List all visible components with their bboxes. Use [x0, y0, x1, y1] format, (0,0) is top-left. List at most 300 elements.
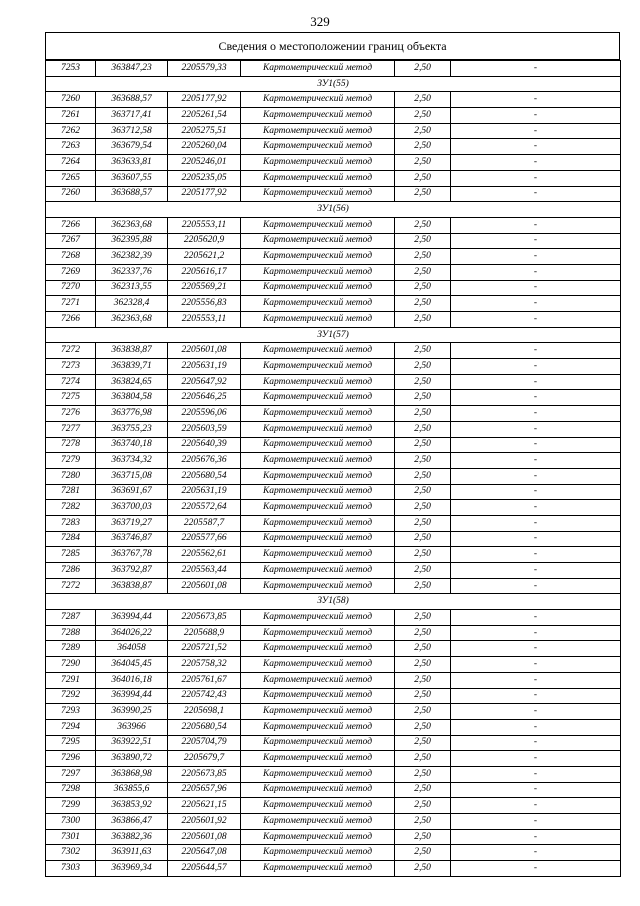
- table-row: [46, 578, 621, 594]
- note-cell: -: [451, 155, 621, 171]
- point-number-cell: 7269: [46, 264, 96, 280]
- y-coordinate-cell: 2205679,7: [168, 751, 241, 767]
- note-cell: -: [451, 531, 621, 547]
- table-row: [46, 719, 621, 735]
- table-row: [46, 108, 621, 124]
- method-cell: Картометрический метод: [241, 735, 395, 751]
- y-coordinate-cell: 2205275,51: [168, 123, 241, 139]
- group-label: ЗУ1(57): [46, 327, 621, 343]
- point-number-cell: 7296: [46, 751, 96, 767]
- y-coordinate-cell: 2205579,33: [168, 61, 241, 77]
- point-number-cell: 7287: [46, 610, 96, 626]
- note-cell: -: [451, 406, 621, 422]
- note-cell: -: [451, 170, 621, 186]
- table-row: [46, 92, 621, 108]
- y-coordinate-cell: 2205680,54: [168, 468, 241, 484]
- accuracy-cell: 2,50: [395, 217, 451, 233]
- accuracy-cell: 2,50: [395, 672, 451, 688]
- note-cell: -: [451, 641, 621, 657]
- method-cell: Картометрический метод: [241, 563, 395, 579]
- method-cell: Картометрический метод: [241, 657, 395, 673]
- point-number-cell: 7275: [46, 390, 96, 406]
- table-row: [46, 625, 621, 641]
- note-cell: -: [451, 578, 621, 594]
- method-cell: Картометрический метод: [241, 312, 395, 328]
- y-coordinate-cell: 2205246,01: [168, 155, 241, 171]
- table-row: [46, 421, 621, 437]
- point-number-cell: 7278: [46, 437, 96, 453]
- note-cell: -: [451, 390, 621, 406]
- note-cell: -: [451, 108, 621, 124]
- y-coordinate-cell: 2205673,85: [168, 610, 241, 626]
- table-row: [46, 61, 621, 77]
- method-cell: Картометрический метод: [241, 437, 395, 453]
- table-row: [46, 312, 621, 328]
- accuracy-cell: 2,50: [395, 437, 451, 453]
- x-coordinate-cell: 363688,57: [96, 186, 168, 202]
- method-cell: Картометрический метод: [241, 359, 395, 375]
- accuracy-cell: 2,50: [395, 233, 451, 249]
- note-cell: -: [451, 233, 621, 249]
- point-number-cell: 7302: [46, 845, 96, 861]
- y-coordinate-cell: 2205601,08: [168, 578, 241, 594]
- accuracy-cell: 2,50: [395, 704, 451, 720]
- table-title: Сведения о местоположении границ объекта: [45, 32, 620, 60]
- note-cell: -: [451, 249, 621, 265]
- method-cell: Картометрический метод: [241, 641, 395, 657]
- note-cell: -: [451, 437, 621, 453]
- x-coordinate-cell: 363740,18: [96, 437, 168, 453]
- table-row: [46, 453, 621, 469]
- point-number-cell: 7289: [46, 641, 96, 657]
- x-coordinate-cell: 363688,57: [96, 92, 168, 108]
- point-number-cell: 7298: [46, 782, 96, 798]
- group-header-row: [46, 76, 621, 92]
- table-row: [46, 782, 621, 798]
- point-number-cell: 7282: [46, 500, 96, 516]
- y-coordinate-cell: 2205698,1: [168, 704, 241, 720]
- x-coordinate-cell: 362313,55: [96, 280, 168, 296]
- x-coordinate-cell: 363712,58: [96, 123, 168, 139]
- note-cell: -: [451, 610, 621, 626]
- table-row: [46, 484, 621, 500]
- accuracy-cell: 2,50: [395, 123, 451, 139]
- note-cell: -: [451, 359, 621, 375]
- table-row: [46, 547, 621, 563]
- x-coordinate-cell: 363847,23: [96, 61, 168, 77]
- table-row: [46, 374, 621, 390]
- x-coordinate-cell: 363866,47: [96, 814, 168, 830]
- method-cell: Картометрический метод: [241, 766, 395, 782]
- table-row: [46, 735, 621, 751]
- x-coordinate-cell: 363679,54: [96, 139, 168, 155]
- point-number-cell: 7276: [46, 406, 96, 422]
- y-coordinate-cell: 2205631,19: [168, 359, 241, 375]
- accuracy-cell: 2,50: [395, 359, 451, 375]
- x-coordinate-cell: 362382,39: [96, 249, 168, 265]
- method-cell: Картометрический метод: [241, 610, 395, 626]
- y-coordinate-cell: 2205603,59: [168, 421, 241, 437]
- accuracy-cell: 2,50: [395, 578, 451, 594]
- point-number-cell: 7274: [46, 374, 96, 390]
- y-coordinate-cell: 2205572,64: [168, 500, 241, 516]
- point-number-cell: 7273: [46, 359, 96, 375]
- method-cell: Картометрический метод: [241, 704, 395, 720]
- table-row: [46, 217, 621, 233]
- note-cell: -: [451, 61, 621, 77]
- y-coordinate-cell: 2205601,92: [168, 814, 241, 830]
- accuracy-cell: 2,50: [395, 531, 451, 547]
- note-cell: -: [451, 766, 621, 782]
- y-coordinate-cell: 2205761,67: [168, 672, 241, 688]
- note-cell: -: [451, 672, 621, 688]
- note-cell: -: [451, 563, 621, 579]
- note-cell: -: [451, 484, 621, 500]
- x-coordinate-cell: 363922,51: [96, 735, 168, 751]
- table-row: [46, 861, 621, 877]
- y-coordinate-cell: 2205577,66: [168, 531, 241, 547]
- note-cell: -: [451, 657, 621, 673]
- point-number-cell: 7260: [46, 92, 96, 108]
- accuracy-cell: 2,50: [395, 155, 451, 171]
- y-coordinate-cell: 2205601,08: [168, 829, 241, 845]
- method-cell: Картометрический метод: [241, 829, 395, 845]
- point-number-cell: 7297: [46, 766, 96, 782]
- accuracy-cell: 2,50: [395, 735, 451, 751]
- x-coordinate-cell: 363838,87: [96, 343, 168, 359]
- method-cell: Картометрический метод: [241, 217, 395, 233]
- group-label: ЗУ1(58): [46, 594, 621, 610]
- point-number-cell: 7280: [46, 468, 96, 484]
- accuracy-cell: 2,50: [395, 139, 451, 155]
- method-cell: Картометрический метод: [241, 264, 395, 280]
- x-coordinate-cell: 363838,87: [96, 578, 168, 594]
- accuracy-cell: 2,50: [395, 61, 451, 77]
- point-number-cell: 7279: [46, 453, 96, 469]
- table-row: [46, 688, 621, 704]
- accuracy-cell: 2,50: [395, 782, 451, 798]
- method-cell: Картометрический метод: [241, 688, 395, 704]
- point-number-cell: 7283: [46, 515, 96, 531]
- x-coordinate-cell: 362328,4: [96, 296, 168, 312]
- x-coordinate-cell: 363719,27: [96, 515, 168, 531]
- y-coordinate-cell: 2205721,52: [168, 641, 241, 657]
- method-cell: Картометрический метод: [241, 515, 395, 531]
- y-coordinate-cell: 2205177,92: [168, 186, 241, 202]
- x-coordinate-cell: 363990,25: [96, 704, 168, 720]
- accuracy-cell: 2,50: [395, 798, 451, 814]
- method-cell: Картометрический метод: [241, 421, 395, 437]
- y-coordinate-cell: 2205235,05: [168, 170, 241, 186]
- x-coordinate-cell: 363966: [96, 719, 168, 735]
- y-coordinate-cell: 2205688,9: [168, 625, 241, 641]
- point-number-cell: 7292: [46, 688, 96, 704]
- x-coordinate-cell: 363767,78: [96, 547, 168, 563]
- method-cell: Картометрический метод: [241, 782, 395, 798]
- table-row: [46, 829, 621, 845]
- note-cell: -: [451, 312, 621, 328]
- x-coordinate-cell: 364058: [96, 641, 168, 657]
- note-cell: -: [451, 500, 621, 516]
- method-cell: Картометрический метод: [241, 814, 395, 830]
- method-cell: Картометрический метод: [241, 123, 395, 139]
- note-cell: -: [451, 625, 621, 641]
- table-row: [46, 280, 621, 296]
- x-coordinate-cell: 363994,44: [96, 610, 168, 626]
- x-coordinate-cell: 363607,55: [96, 170, 168, 186]
- point-number-cell: 7267: [46, 233, 96, 249]
- group-label: ЗУ1(56): [46, 202, 621, 218]
- table-row: [46, 233, 621, 249]
- note-cell: -: [451, 861, 621, 877]
- note-cell: -: [451, 719, 621, 735]
- point-number-cell: 7253: [46, 61, 96, 77]
- note-cell: -: [451, 186, 621, 202]
- method-cell: Картометрический метод: [241, 468, 395, 484]
- accuracy-cell: 2,50: [395, 264, 451, 280]
- point-number-cell: 7294: [46, 719, 96, 735]
- method-cell: Картометрический метод: [241, 719, 395, 735]
- accuracy-cell: 2,50: [395, 170, 451, 186]
- method-cell: Картометрический метод: [241, 406, 395, 422]
- x-coordinate-cell: 363633,81: [96, 155, 168, 171]
- table-row: [46, 139, 621, 155]
- point-number-cell: 7265: [46, 170, 96, 186]
- coordinates-table: [45, 60, 621, 877]
- x-coordinate-cell: 363882,36: [96, 829, 168, 845]
- method-cell: Картометрический метод: [241, 484, 395, 500]
- point-number-cell: 7288: [46, 625, 96, 641]
- table-row: [46, 406, 621, 422]
- table-row: [46, 343, 621, 359]
- point-number-cell: 7268: [46, 249, 96, 265]
- table-row: [46, 500, 621, 516]
- note-cell: -: [451, 264, 621, 280]
- point-number-cell: 7262: [46, 123, 96, 139]
- accuracy-cell: 2,50: [395, 186, 451, 202]
- accuracy-cell: 2,50: [395, 515, 451, 531]
- accuracy-cell: 2,50: [395, 688, 451, 704]
- point-number-cell: 7300: [46, 814, 96, 830]
- group-header-row: [46, 202, 621, 218]
- method-cell: Картометрический метод: [241, 672, 395, 688]
- method-cell: Картометрический метод: [241, 751, 395, 767]
- group-header-row: [46, 327, 621, 343]
- point-number-cell: 7263: [46, 139, 96, 155]
- x-coordinate-cell: 363700,03: [96, 500, 168, 516]
- point-number-cell: 7301: [46, 829, 96, 845]
- table-row: [46, 170, 621, 186]
- table-row: [46, 515, 621, 531]
- table-row: [46, 296, 621, 312]
- y-coordinate-cell: 2205631,19: [168, 484, 241, 500]
- note-cell: -: [451, 123, 621, 139]
- method-cell: Картометрический метод: [241, 170, 395, 186]
- method-cell: Картометрический метод: [241, 343, 395, 359]
- accuracy-cell: 2,50: [395, 343, 451, 359]
- y-coordinate-cell: 2205644,57: [168, 861, 241, 877]
- accuracy-cell: 2,50: [395, 861, 451, 877]
- table-row: [46, 155, 621, 171]
- note-cell: -: [451, 139, 621, 155]
- note-cell: -: [451, 814, 621, 830]
- point-number-cell: 7299: [46, 798, 96, 814]
- y-coordinate-cell: 2205587,7: [168, 515, 241, 531]
- y-coordinate-cell: 2205562,61: [168, 547, 241, 563]
- accuracy-cell: 2,50: [395, 296, 451, 312]
- x-coordinate-cell: 363715,08: [96, 468, 168, 484]
- accuracy-cell: 2,50: [395, 829, 451, 845]
- table-row: [46, 359, 621, 375]
- y-coordinate-cell: 2205616,17: [168, 264, 241, 280]
- point-number-cell: 7281: [46, 484, 96, 500]
- point-number-cell: 7285: [46, 547, 96, 563]
- point-number-cell: 7272: [46, 343, 96, 359]
- table-row: [46, 437, 621, 453]
- accuracy-cell: 2,50: [395, 453, 451, 469]
- note-cell: -: [451, 688, 621, 704]
- x-coordinate-cell: 363717,41: [96, 108, 168, 124]
- coordinates-table-body: [46, 61, 621, 877]
- method-cell: Картометрический метод: [241, 233, 395, 249]
- x-coordinate-cell: 362395,88: [96, 233, 168, 249]
- point-number-cell: 7266: [46, 312, 96, 328]
- point-number-cell: 7266: [46, 217, 96, 233]
- note-cell: -: [451, 453, 621, 469]
- note-cell: -: [451, 468, 621, 484]
- note-cell: -: [451, 92, 621, 108]
- note-cell: -: [451, 751, 621, 767]
- y-coordinate-cell: 2205646,25: [168, 390, 241, 406]
- x-coordinate-cell: 363839,71: [96, 359, 168, 375]
- method-cell: Картометрический метод: [241, 92, 395, 108]
- x-coordinate-cell: 363969,34: [96, 861, 168, 877]
- point-number-cell: 7264: [46, 155, 96, 171]
- method-cell: Картометрический метод: [241, 108, 395, 124]
- table-row: [46, 657, 621, 673]
- x-coordinate-cell: 362363,68: [96, 217, 168, 233]
- x-coordinate-cell: 363804,58: [96, 390, 168, 406]
- x-coordinate-cell: 363890,72: [96, 751, 168, 767]
- table-row: [46, 672, 621, 688]
- note-cell: -: [451, 374, 621, 390]
- accuracy-cell: 2,50: [395, 390, 451, 406]
- x-coordinate-cell: 364016,18: [96, 672, 168, 688]
- y-coordinate-cell: 2205647,08: [168, 845, 241, 861]
- accuracy-cell: 2,50: [395, 845, 451, 861]
- y-coordinate-cell: 2205556,83: [168, 296, 241, 312]
- y-coordinate-cell: 2205704,79: [168, 735, 241, 751]
- table-row: [46, 814, 621, 830]
- method-cell: Картометрический метод: [241, 500, 395, 516]
- note-cell: -: [451, 296, 621, 312]
- accuracy-cell: 2,50: [395, 610, 451, 626]
- x-coordinate-cell: 363911,63: [96, 845, 168, 861]
- accuracy-cell: 2,50: [395, 766, 451, 782]
- table-row: [46, 563, 621, 579]
- accuracy-cell: 2,50: [395, 625, 451, 641]
- y-coordinate-cell: 2205553,11: [168, 312, 241, 328]
- x-coordinate-cell: 363855,6: [96, 782, 168, 798]
- method-cell: Картометрический метод: [241, 249, 395, 265]
- group-label: ЗУ1(55): [46, 76, 621, 92]
- table-row: [46, 249, 621, 265]
- x-coordinate-cell: 363824,65: [96, 374, 168, 390]
- x-coordinate-cell: 363868,98: [96, 766, 168, 782]
- note-cell: -: [451, 735, 621, 751]
- y-coordinate-cell: 2205621,15: [168, 798, 241, 814]
- table-row: [46, 641, 621, 657]
- point-number-cell: 7303: [46, 861, 96, 877]
- accuracy-cell: 2,50: [395, 421, 451, 437]
- note-cell: -: [451, 798, 621, 814]
- method-cell: Картометрический метод: [241, 186, 395, 202]
- table-row: [46, 845, 621, 861]
- x-coordinate-cell: 363792,87: [96, 563, 168, 579]
- y-coordinate-cell: 2205758,32: [168, 657, 241, 673]
- y-coordinate-cell: 2205676,36: [168, 453, 241, 469]
- coordinates-document: [45, 32, 620, 877]
- group-header-row: [46, 594, 621, 610]
- method-cell: Картометрический метод: [241, 861, 395, 877]
- point-number-cell: 7260: [46, 186, 96, 202]
- y-coordinate-cell: 2205596,06: [168, 406, 241, 422]
- accuracy-cell: 2,50: [395, 751, 451, 767]
- y-coordinate-cell: 2205647,92: [168, 374, 241, 390]
- y-coordinate-cell: 2205261,54: [168, 108, 241, 124]
- y-coordinate-cell: 2205657,96: [168, 782, 241, 798]
- y-coordinate-cell: 2205177,92: [168, 92, 241, 108]
- table-row: [46, 390, 621, 406]
- accuracy-cell: 2,50: [395, 108, 451, 124]
- table-row: [46, 798, 621, 814]
- method-cell: Картометрический метод: [241, 280, 395, 296]
- note-cell: -: [451, 217, 621, 233]
- method-cell: Картометрический метод: [241, 531, 395, 547]
- method-cell: Картометрический метод: [241, 578, 395, 594]
- accuracy-cell: 2,50: [395, 468, 451, 484]
- table-row: [46, 751, 621, 767]
- x-coordinate-cell: 363755,23: [96, 421, 168, 437]
- point-number-cell: 7277: [46, 421, 96, 437]
- note-cell: -: [451, 421, 621, 437]
- x-coordinate-cell: 362337,76: [96, 264, 168, 280]
- note-cell: -: [451, 845, 621, 861]
- point-number-cell: 7291: [46, 672, 96, 688]
- note-cell: -: [451, 547, 621, 563]
- note-cell: -: [451, 515, 621, 531]
- note-cell: -: [451, 280, 621, 296]
- point-number-cell: 7293: [46, 704, 96, 720]
- accuracy-cell: 2,50: [395, 547, 451, 563]
- y-coordinate-cell: 2205563,44: [168, 563, 241, 579]
- table-row: [46, 264, 621, 280]
- accuracy-cell: 2,50: [395, 406, 451, 422]
- accuracy-cell: 2,50: [395, 484, 451, 500]
- method-cell: Картометрический метод: [241, 61, 395, 77]
- point-number-cell: 7295: [46, 735, 96, 751]
- x-coordinate-cell: 363853,92: [96, 798, 168, 814]
- method-cell: Картометрический метод: [241, 390, 395, 406]
- x-coordinate-cell: 364026,22: [96, 625, 168, 641]
- accuracy-cell: 2,50: [395, 92, 451, 108]
- x-coordinate-cell: 363691,67: [96, 484, 168, 500]
- x-coordinate-cell: 363776,98: [96, 406, 168, 422]
- table-row: [46, 468, 621, 484]
- accuracy-cell: 2,50: [395, 719, 451, 735]
- note-cell: -: [451, 782, 621, 798]
- x-coordinate-cell: 363734,32: [96, 453, 168, 469]
